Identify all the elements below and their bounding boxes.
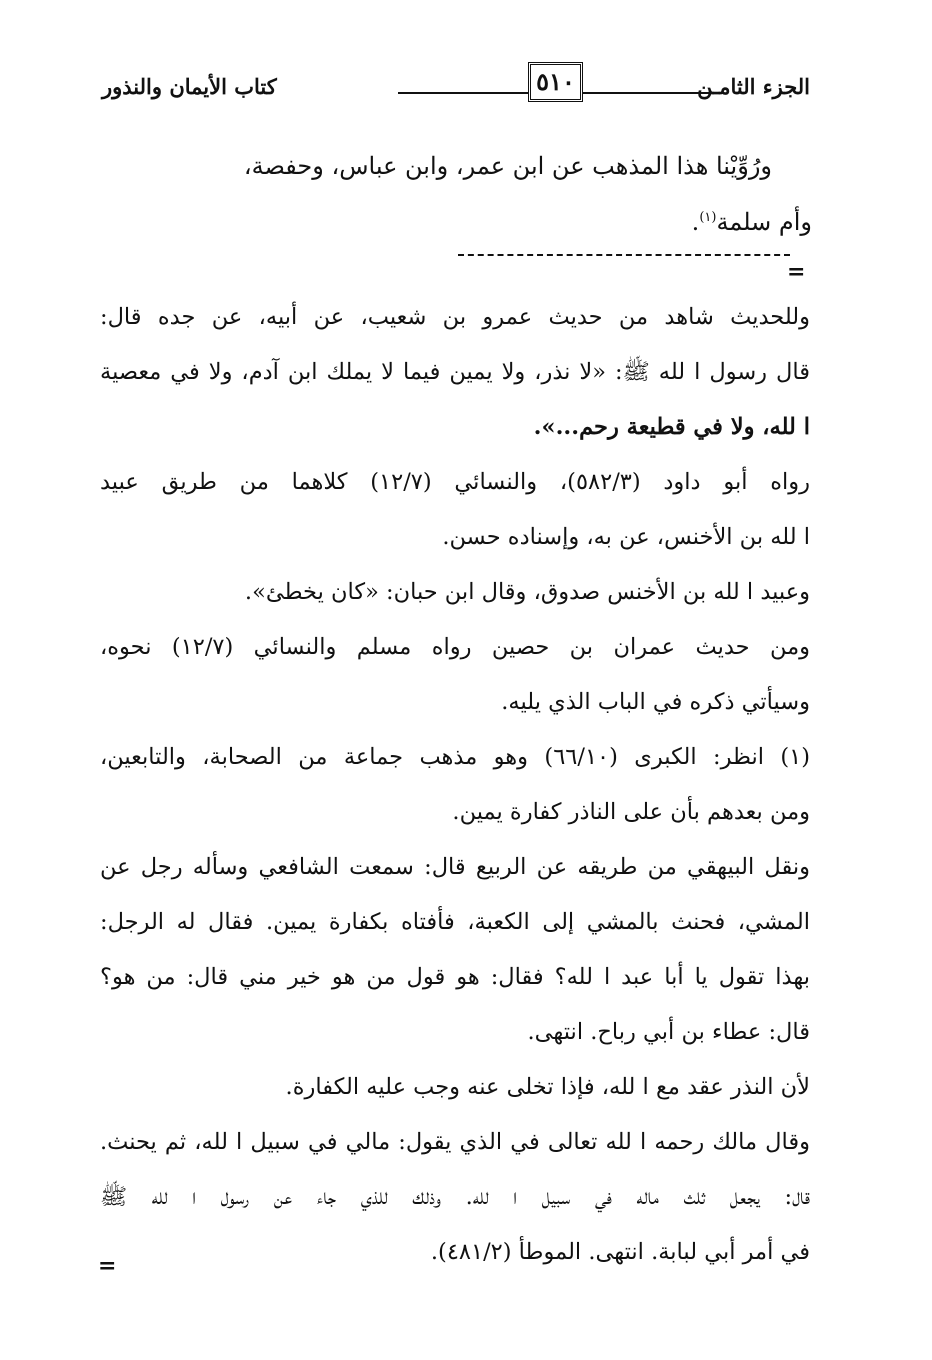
footnote-line: قال: يجعل ثلث ماله في سبيل ا لله. وذلك للذي جاء عن رسول ا لله ﷺ [100,1184,810,1210]
main-text-line-2-end: . [691,208,700,236]
main-text-line-1: ورُوِّيْنا هذا المذهب عن ابن عمر، وابن عباس، وحفصة، [243,152,772,180]
footnote-line: قال رسول ا لله ﷺ: «لا نذر، ولا يمين فيما لا يملك ابن آدم، ولا في معصية [100,359,810,385]
continuation-mark-bottom: = [98,1253,117,1279]
footnote-line: ومن حديث عمران بن حصين رواه مسلم والنسائي (١٢/٧) نحوه، [100,634,811,660]
main-text [244,140,812,248]
footnote-line: في أمر أبي لبابة. انتهى. الموطأ (٤٨١/٢). [430,1239,810,1265]
footnote-line: ا لله بن الأخنس، عن به، وإسناده حسن. [442,524,810,550]
footnote-line: وعبيد ا لله بن الأخنس صدوق، وقال ابن حبان: «كان يخطئ». [244,579,810,605]
book-title: كتاب الأيمان والنذور [102,74,277,99]
footnote-ref: (١) [699,210,717,225]
footnote-separator [458,254,790,256]
header-rule-right [583,92,713,94]
header-rule-left [398,92,528,94]
footnote-line: وللحديث شاهد من حديث عمرو بن شعيب، عن أبيه، عن جده قال: [100,304,810,330]
footnote-line: ونقل البيهقي من طريقه عن الربيع قال: سمعت الشافعي وسأله رجل عن [100,854,810,880]
footnote-line: وقال مالك رحمه ا لله تعالى في الذي يقول: مالي في سبيل ا لله، ثم يحنث. [100,1129,810,1155]
footnote-line: (١) انظر: الكبرى (٦٦/١٠) وهو مذهب جماعة من الصحابة، والتابعين، [100,744,810,770]
part-title: الجزء الثامـن [697,74,810,99]
footnote-line: قال: عطاء بن أبي رباح. انتهى. [527,1019,810,1045]
footnote-line: ا لله، ولا في قطيعة رحم...». [533,414,810,440]
main-text-line-2-text: وأم سلمة [716,208,812,236]
footnote-line: لأن النذر عقد مع ا لله، فإذا تخلى عنه وجب عليه الكفارة. [285,1074,810,1100]
footnotes [100,290,810,1280]
page-number: ٥١٠ [528,62,583,102]
main-text-line-2 [244,192,812,248]
footnote-line: بهذا تقول يا أبا عبد ا لله؟ فقال: هو قول من هو خير مني قال: من هو؟ [100,964,810,990]
continuation-mark-top: = [787,259,806,285]
footnote-line: المشي، فحنث بالمشي إلى الكعبة، فأفتاه بكفارة يمين. فقال له الرجل: [100,909,810,935]
footnote-line: وسيأتي ذكره في الباب الذي يليه. [501,689,810,715]
footnote-line: رواه أبو داود (٥٨٢/٣)، والنسائي (١٢/٧) كلاهما من طريق عبيد [100,469,810,495]
footnote-line: ومن بعدهم بأن على الناذر كفارة يمين. [452,799,810,825]
page-header [100,60,810,120]
